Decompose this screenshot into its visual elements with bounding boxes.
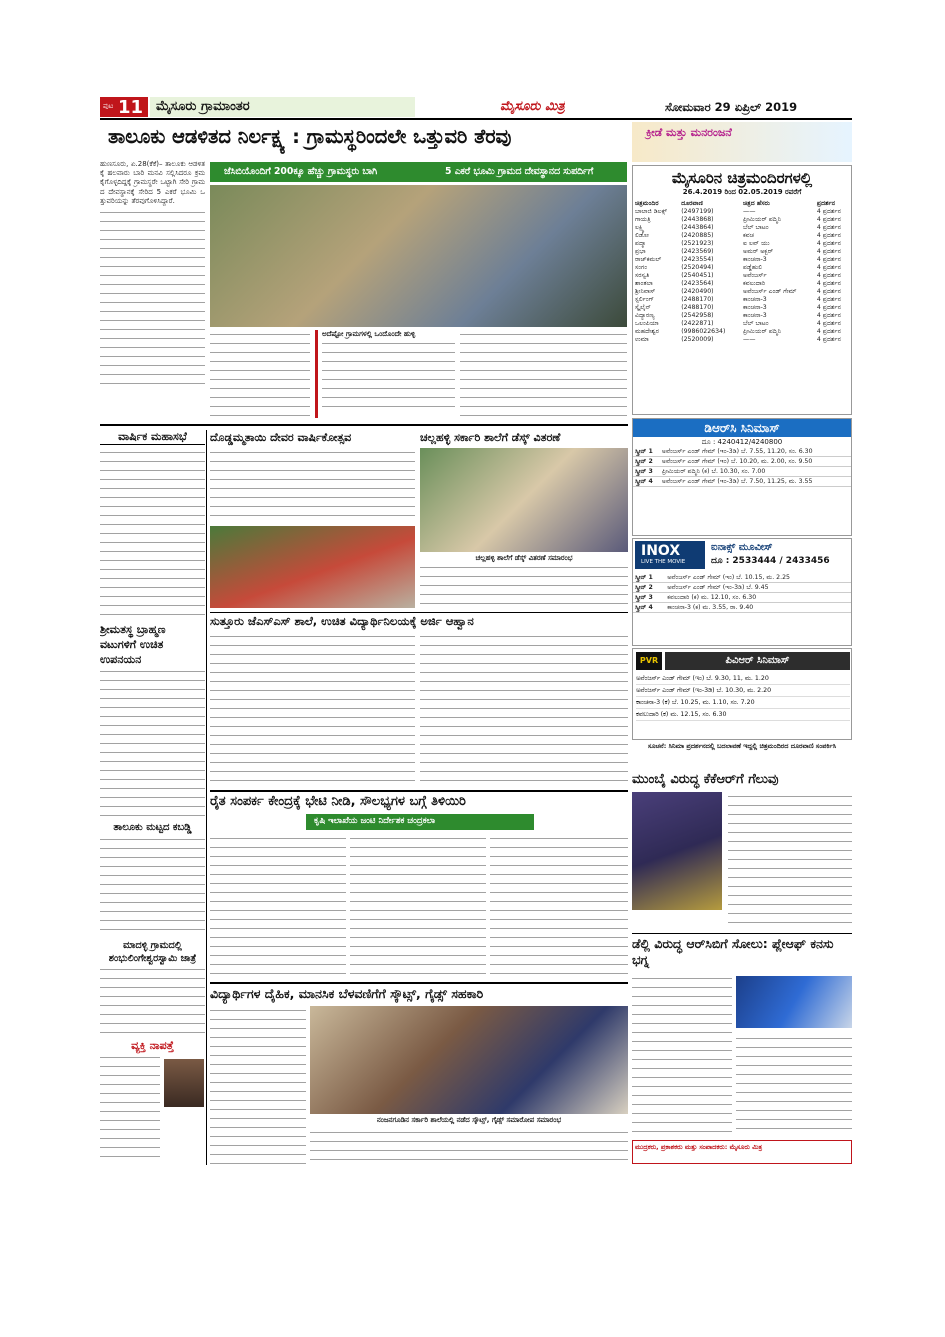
film-name: ಪ್ರೀಮಿಯರ್ ಪದ್ಮಿನಿ xyxy=(743,216,782,223)
rcb-headline: ಡೆಲ್ಲಿ ವಿರುದ್ಧ ಆರ್‌ಸಿಬಿಗೆ ಸೋಲು: ಪ್ಲೇಆಫ್ ಕನಸು ಭಗ್ನ xyxy=(632,936,834,967)
theatre-phone: (2423564) xyxy=(681,280,714,287)
page-label: ಪುಟ xyxy=(103,102,114,110)
cinema-table xyxy=(633,200,851,344)
show-count: 4 ಪ್ರದರ್ಶನ xyxy=(816,272,842,279)
lead-sub2: 5 ಎಕರೆ ಭೂಮಿ ಗ್ರಾಮದ ದೇವಸ್ಥಾನದ ಸುಪರ್ದಿಗೆ xyxy=(445,166,594,177)
screen-schedule: ಪ್ರೀಮಿಯರ್ ಪದ್ಮಿನಿ (ಕ) ಬೆ. 10.30, ಸಂ. 7.00 xyxy=(660,467,851,477)
festival-headline: ದೊಡ್ಡಮ್ಮತಾಯಿ ದೇವರ ವಾರ್ಷಿಕೋತ್ಸವ xyxy=(210,431,352,444)
screen-schedule: ಅವೆಂಜರ್ಸ್ ಎಂಡ್ ಗೇಮ್ (ಇಂ-3ಡಿ) ಬೆ. 9.45 xyxy=(665,583,852,593)
cinema-row xyxy=(633,264,851,272)
rcb-photo xyxy=(736,976,852,1028)
festival-story xyxy=(210,430,415,610)
col-left xyxy=(100,430,205,1165)
cinema-period: 26.4.2019 ರಿಂದ 02.05.2019 ರವರೆಗೆ xyxy=(682,188,802,196)
cinema-row xyxy=(633,336,851,344)
pvr-show: ಕಾಂಚನಾ-3 (ಕ) ಬೆ. 10.25, ಮ. 1.10, ಸಂ. 7.20 xyxy=(636,697,850,709)
theatre-name: ಲಕ್ಷ್ಮಿ xyxy=(635,224,645,231)
desk-caption: ಚಲ್ಲಹಳ್ಳಿ ಶಾಲೆಗೆ ಡೆಸ್ಕ್ ವಿತರಣೆ ಸಮಾರಂಭ xyxy=(475,554,573,562)
film-name: ಪಡ್ಡೆಹುಲಿ xyxy=(743,264,763,271)
film-name: ಅವೆಂಜರ್ಸ್ xyxy=(743,272,767,279)
lead-dateline: ಹುಣಸೂರು, ಏ.28(ಕೆಕೆ)– ತಾಲೂಕು ಆಡಳಿತಕ್ಕೆ ಹಲವಾರು ಬಾರಿ ಮನವಿ ಸಲ್ಲಿಸಿದರೂ ಕ್ರಮ ಕೈಗೊಳ್ಳದಿದ್ದಕ್ಕೆ ಗ್ರಾಮಸ್ಥರೇ ಒಟ್ಟಾಗಿ ಸೇರಿ ಗ್ರಾಮದ ದೇವಸ್ಥಾನಕ್ಕೆ ಸೇರಿದ 5 ಎಕರೆ ಭೂಮಿ ಒತ್ತುವರಿಯನ್ನು ತೆರವುಗೊಳಿಸಿದ್ದಾರೆ. xyxy=(100,160,205,205)
inox-table xyxy=(633,573,852,613)
lead-photo xyxy=(210,185,627,327)
theatre-name: ರಾಜ್‌ಕಮಲ್ xyxy=(635,256,662,263)
theatre-phone: (2420885) xyxy=(681,232,714,239)
theatre-name: ಸ್ಕೈಲೈನ್ xyxy=(635,304,651,311)
show-count: 4 ಪ್ರದರ್ಶನ xyxy=(816,288,842,295)
screen-schedule: ಅವೆಂಜರ್ಸ್ ಎಂಡ್ ಗೇಮ್ (ಇಂ-3ಡಿ) ಬೆ. 7.55, 11.20, ಸಂ. 6.30 xyxy=(660,447,851,457)
raita-subhead-text: ಕೃಷಿ ಇಲಾಖೆಯ ಜಂಟಿ ನಿರ್ದೇಶಕ ಚಂದ್ರಕಲಾ xyxy=(314,816,436,826)
show-count: 4 ಪ್ರದರ್ಶನ xyxy=(816,280,842,287)
lead-headline: ತಾಲೂಕು ಆಡಳಿತದ ನಿರ್ಲಕ್ಷ್ಯ : ಗ್ರಾಮಸ್ಥರಿಂದಲೇ ಒತ್ತುವರಿ ತೆರವು xyxy=(108,125,512,148)
cinema-note-text: ಸೂಚನೆ: ಸಿನಿಮಾ ಪ್ರದರ್ಶನದಲ್ಲಿ ಬದಲಾವಣೆ ಇದ್ದಲ್ಲಿ ಚಿತ್ರಮಂದಿರದ ದೂರವಾಣಿ ಸಂಪರ್ಕಿಸಿ xyxy=(647,742,837,750)
theatre-name: ವಿದ್ಯಾರಣ್ಯ xyxy=(635,312,655,319)
agm-headline: ವಾರ್ಷಿಕ ಮಹಾಸಭೆ xyxy=(100,430,205,445)
lead-body-col2 xyxy=(210,330,310,418)
pvr-show: ಅವೆಂಜರ್ಸ್ ಎಂಡ್ ಗೇಮ್ (ಇಂ) ಬೆ. 9.30, 11, ಮ. 1.20 xyxy=(636,673,850,685)
rcb-body-2 xyxy=(736,1034,852,1134)
cinema-row xyxy=(633,280,851,288)
lead-quote-box xyxy=(315,330,455,418)
cinema-row xyxy=(633,304,851,312)
film-name: ಐ ಲವ್ ಯು xyxy=(743,240,770,247)
screen-row xyxy=(633,583,852,593)
film-name: —— xyxy=(743,208,756,215)
cinema-row xyxy=(633,240,851,248)
screen-schedule: ಕವಲುದಾರಿ (ಕ) ಮ. 12.10, ಸಂ. 6.30 xyxy=(665,593,852,603)
theatre-name: ಲಿಡೋ xyxy=(635,232,649,239)
screen-label: ಸ್ಕ್ರೀನ್ 4 xyxy=(633,603,665,613)
cinema-row xyxy=(633,288,851,296)
theatre-phone: (2420490) xyxy=(681,288,714,295)
theatre-phone: (2520494) xyxy=(681,264,714,271)
screen-label: ಸ್ಕ್ರೀನ್ 3 xyxy=(633,467,660,477)
drc-title: ಡಿಆರ್‌ಸಿ ಸಿನಿಮಾಸ್ xyxy=(633,419,851,437)
film-name: ಬೆಲ್ ಬಾಟಂ xyxy=(743,320,769,327)
show-count: 4 ಪ್ರದರ್ಶನ xyxy=(816,240,842,247)
left-col-rule xyxy=(206,430,207,1165)
pvr-list xyxy=(636,673,850,721)
paper-name: ಮೈಸೂರು ಮಿತ್ರ xyxy=(500,99,565,114)
kkr-photo xyxy=(632,792,722,910)
screen-schedule: ಅವೆಂಜರ್ಸ್ ಎಂಡ್ ಗೇಮ್ (ಇಂ) ಬೆ. 10.15, ಮ. 2.25 xyxy=(665,573,852,583)
theatre-phone: (9986022634) xyxy=(681,328,726,335)
show-count: 4 ಪ್ರದರ್ಶನ xyxy=(816,248,842,255)
show-count: 4 ಪ್ರದರ್ಶನ xyxy=(816,296,842,303)
jatre-headline: ಮಾದಳ್ಳಿ ಗ್ರಾಮದಲ್ಲಿ ಶಂಭುಲಿಂಗೇಶ್ವರಸ್ವಾಮಿ ಜಾತ್ರೆ xyxy=(108,940,197,964)
raita-headline: ರೈತ ಸಂಪರ್ಕ ಕೇಂದ್ರಕ್ಕೆ ಭೇಟಿ ನೀಡಿ, ಸೌಲಭ್ಯಗಳ ಬಗ್ಗೆ ತಿಳಿಯಿರಿ xyxy=(210,790,628,812)
raita-subhead xyxy=(306,814,534,830)
screen-label: ಸ್ಕ್ರೀನ್ 3 xyxy=(633,593,665,603)
drc-table xyxy=(633,447,851,487)
screen-schedule: ಅವೆಂಜರ್ಸ್ ಎಂಡ್ ಗೇಮ್ (ಇಂ) ಬೆ. 10.20, ಮ. 2.00, ಸಂ. 9.50 xyxy=(660,457,851,467)
inox-logo xyxy=(635,541,705,569)
jss-story xyxy=(210,612,628,787)
show-count: 4 ಪ್ರದರ್ಶನ xyxy=(816,256,842,263)
masthead xyxy=(100,97,852,117)
inox-brand: INOX xyxy=(641,543,681,559)
screen-row xyxy=(633,447,851,457)
issue-date: ಸೋಮವಾರ 29 ಏಪ್ರಿಲ್ 2019 xyxy=(665,100,798,114)
film-name: ಕವಚ xyxy=(743,232,754,239)
theatre-name: ಸ್ಟರ್ಲಿಂಗ್ xyxy=(635,296,654,303)
upanayana-headline: ಶ್ರೀಮತಸ್ಥ ಬ್ರಾಹ್ಮಣ ವಟುಗಳಿಗೆ ಉಚಿತ ಉಪನಯನ xyxy=(100,623,166,666)
theatre-name: ಒಲಂಪಿಯಾ xyxy=(635,320,659,327)
cinema-row xyxy=(633,256,851,264)
cinema-row xyxy=(633,224,851,232)
theatre-name: ಉಮಾ xyxy=(635,336,649,343)
theatre-name: ಶಾಂತಲಾ xyxy=(635,280,653,287)
imprint-text: ಮುದ್ರಕರು, ಪ್ರಕಾಶಕರು ಮತ್ತು ಸಂಪಾದಕರು: ಮೈಸೂರು ಮಿತ್ರ xyxy=(635,1143,763,1151)
screen-label: ಸ್ಕ್ರೀನ್ 2 xyxy=(633,457,660,467)
film-name: ಕಾಂಚನಾ-3 xyxy=(743,304,767,311)
scouts-story xyxy=(210,982,628,1164)
theatre-phone: (2497199) xyxy=(681,208,714,215)
lead-body-col1 xyxy=(100,160,205,422)
drc-phone: ದೂ : 4240412/4240800 xyxy=(701,438,783,446)
cinema-row xyxy=(633,216,851,224)
show-count: 4 ಪ್ರದರ್ಶನ xyxy=(816,232,842,239)
inox-box xyxy=(632,538,852,646)
kkr-headline: ಮುಂಬೈ ವಿರುದ್ಧ ಕೆಕೆಆರ್‌ಗೆ ಗೆಲುವು xyxy=(632,772,779,787)
section-label: ಮೈಸೂರು ಗ್ರಾಮಾಂತರ xyxy=(156,99,250,114)
screen-row xyxy=(633,573,852,583)
imprint xyxy=(632,1140,852,1164)
festival-photo xyxy=(210,526,415,608)
cinema-row xyxy=(633,248,851,256)
lead-subhead-bar xyxy=(210,162,627,182)
film-name: ಕಾಂಚನಾ-3 xyxy=(743,312,767,319)
show-count: 4 ಪ್ರದರ್ಶನ xyxy=(816,328,842,335)
show-count: 4 ಪ್ರದರ್ಶನ xyxy=(816,264,842,271)
theatre-name: ಪ್ರಭಾ xyxy=(635,248,646,255)
masthead-rule xyxy=(100,118,852,120)
col-theatre: ಚಿತ್ರಮಂದಿರ xyxy=(635,200,659,207)
missing-headline: ವ್ಯಕ್ತಿ ನಾಪತ್ತೆ xyxy=(131,1039,174,1052)
lead-headline-box xyxy=(100,122,627,154)
show-count: 4 ಪ್ರದರ್ಶನ xyxy=(816,320,842,327)
scouts-headline: ವಿದ್ಯಾರ್ಥಿಗಳ ದೈಹಿಕ, ಮಾನಸಿಕ ಬೆಳವಣಿಗೆಗೆ ಸ್ಕೌಟ್ಸ್, ಗೈಡ್ಸ್ ಸಹಕಾರಿ xyxy=(210,982,628,1004)
theatre-name: ಶ್ರೀನಿವಾಸ್ xyxy=(635,288,656,295)
inox-tagline: LIVE THE MOVIE xyxy=(641,559,686,565)
cinema-row xyxy=(633,312,851,320)
drc-box xyxy=(632,418,852,536)
pvr-show: ಅವೆಂಜರ್ಸ್ ಎಂಡ್ ಗೇಮ್ (ಇಂ-3ಡಿ) ಬೆ. 10.30, ಮ. 2.20 xyxy=(636,685,850,697)
jss-headline: ಸುತ್ತೂರು ಜೆಎಸ್‌ಎಸ್ ಶಾಲೆ, ಉಚಿತ ವಿದ್ಯಾರ್ಥಿನಿಲಯಕ್ಕೆ ಅರ್ಜಿ ಆಹ್ವಾನ xyxy=(210,612,628,629)
lead-body-col3 xyxy=(460,330,627,418)
film-name: ಬೆಲ್ ಬಾಟಂ xyxy=(743,224,769,231)
screen-row xyxy=(633,477,851,487)
theatre-phone: (2542958) xyxy=(681,312,714,319)
theatre-name: ಗಾಯತ್ರಿ xyxy=(635,216,651,223)
screen-schedule: ಅವೆಂಜರ್ಸ್ ಎಂಡ್ ಗೇಮ್ (ಇಂ-3ಡಿ) ಬೆ. 7.50, 11.25, ಮ. 3.55 xyxy=(660,477,851,487)
kabaddi-headline: ತಾಲೂಕು ಮಟ್ಟದ ಕಬಡ್ಡಿ xyxy=(113,822,192,833)
pvr-box xyxy=(632,648,852,740)
sports-rule xyxy=(632,933,852,934)
desk-headline: ಚಲ್ಲಹಳ್ಳಿ ಸರ್ಕಾರಿ ಶಾಲೆಗೆ ಡೆಸ್ಕ್ ವಿತರಣೆ xyxy=(420,431,561,444)
cinema-row xyxy=(633,272,851,280)
cinema-note xyxy=(632,742,852,768)
lead-sub1: ಜೆಸಿಬಿಯೊಂದಿಗೆ 200ಕ್ಕೂ ಹೆಚ್ಚು ಗ್ರಾಮಸ್ಥರು ಬಾಗಿ xyxy=(224,166,378,177)
screen-row xyxy=(633,467,851,477)
theatre-phone: (2422871) xyxy=(681,320,714,327)
screen-row xyxy=(633,457,851,467)
film-name: ಪ್ರೀಮಿಯರ್ ಪದ್ಮಿನಿ xyxy=(743,328,782,335)
section-title xyxy=(150,97,415,117)
show-count: 4 ಪ್ರದರ್ಶನ xyxy=(816,224,842,231)
pvr-logo: PVR xyxy=(636,652,662,670)
sports-banner-label: ಕ್ರೀಡೆ ಮತ್ತು ಮನರಂಜನೆ xyxy=(646,126,732,139)
theatre-phone: (2488170) xyxy=(681,304,714,311)
film-name: ಕವಲುದಾರಿ xyxy=(743,280,766,287)
theatre-name: ಪದ್ಮಾ xyxy=(635,240,646,247)
theatre-name: ಮಹದೇಶ್ವರ xyxy=(635,328,659,335)
page-number: 11 xyxy=(118,97,144,117)
theatre-name: ಬಾಲಾಜಿ ಡಿಲಕ್ಸ್ xyxy=(635,208,668,215)
film-name: ಕಾಂಚನಾ-3 xyxy=(743,256,767,263)
page-number-box xyxy=(100,97,148,117)
cinema-row xyxy=(633,328,851,336)
pvr-show: ಕವಲುದಾರಿ (ಕ) ಮ. 12.15, ಸಂ. 6.30 xyxy=(636,709,850,721)
sports-banner xyxy=(632,122,852,162)
inox-title: ಐನಾಕ್ಸ್ ಮೂವೀಸ್ xyxy=(711,542,773,553)
rcb-story xyxy=(632,936,852,1136)
theatre-phone: (2521923) xyxy=(681,240,714,247)
cinema-row xyxy=(633,296,851,304)
theatre-phone: (2540451) xyxy=(681,272,714,279)
show-count: 4 ಪ್ರದರ್ಶನ xyxy=(816,312,842,319)
desk-photo xyxy=(420,448,628,552)
kkr-story xyxy=(632,772,852,932)
col-phone: ದೂರವಾಣಿ xyxy=(681,200,703,207)
film-name: ಕಾಂಚನಾ-3 xyxy=(743,296,767,303)
screen-schedule: ಕಾಂಚನಾ-3 (ಕ) ಮ. 3.55, ರಾ. 9.40 xyxy=(665,603,852,613)
theatre-name: ಸರಸ್ವತಿ xyxy=(635,272,650,279)
col-shows: ಪ್ರದರ್ಶನ xyxy=(816,200,836,207)
theatre-name: ಸಂಗಂ xyxy=(635,264,648,271)
screen-row xyxy=(633,603,852,613)
desk-story xyxy=(420,430,628,610)
lead-rule xyxy=(100,424,628,426)
cinema-title: ಮೈಸೂರಿನ ಚಿತ್ರಮಂದಿರಗಳಲ್ಲಿ xyxy=(671,169,813,187)
theatre-phone: (2488170) xyxy=(681,296,714,303)
screen-label: ಸ್ಕ್ರೀನ್ 1 xyxy=(633,573,665,583)
theatre-phone: (2520009) xyxy=(681,336,714,343)
show-count: 4 ಪ್ರದರ್ಶನ xyxy=(816,336,842,343)
scouts-photo xyxy=(310,1006,628,1114)
pvr-title: ಪಿವಿಆರ್ ಸಿನಿಮಾಸ್ xyxy=(665,652,850,670)
screen-label: ಸ್ಕ್ರೀನ್ 1 xyxy=(633,447,660,457)
inox-phone: ದೂ : 2533444 / 2433456 xyxy=(711,556,830,566)
cinema-row xyxy=(633,232,851,240)
film-name: —— xyxy=(743,336,756,343)
theatre-phone: (2423569) xyxy=(681,248,714,255)
scouts-caption: ನಂಜನಗೂಡಿನ ಸರ್ಕಾರಿ ಶಾಲೆಯಲ್ಲಿ ನಡೆದ ಸ್ಕೌಟ್ಸ್, ಗೈಡ್ಸ್ ಸಮಾರೋಪ ಸಮಾರಂಭ xyxy=(376,1116,562,1124)
missing-person-photo xyxy=(164,1059,204,1107)
screen-row xyxy=(633,593,852,603)
screen-label: ಸ್ಕ್ರೀನ್ 4 xyxy=(633,477,660,487)
show-count: 4 ಪ್ರದರ್ಶನ xyxy=(816,304,842,311)
film-name: ಅಮರ್ ಅಕ್ಬರ್ xyxy=(743,248,774,255)
lead-quote: ಅದೆಷ್ಟೋ ಗ್ರಾಮಗಳಲ್ಲಿ ಒಂದೊಂದೇ ಹುಳ್ಳಿ xyxy=(322,330,416,338)
theatre-phone: (2443864) xyxy=(681,224,714,231)
film-name: ಅವೆಂಜರ್ಸ್ ಎಂಡ್ ಗೇಮ್ xyxy=(743,288,797,295)
show-count: 4 ಪ್ರದರ್ಶನ xyxy=(816,208,842,215)
cinema-row xyxy=(633,208,851,216)
col-film: ಚಿತ್ರದ ಹೆಸರು xyxy=(743,200,770,207)
cinema-row xyxy=(633,320,851,328)
screen-label: ಸ್ಕ್ರೀನ್ 2 xyxy=(633,583,665,593)
raita-story xyxy=(210,790,628,980)
kkr-body xyxy=(728,792,852,930)
cinema-box xyxy=(632,165,852,415)
show-count: 4 ಪ್ರದರ್ಶನ xyxy=(816,216,842,223)
theatre-phone: (2443868) xyxy=(681,216,714,223)
rcb-body-1 xyxy=(632,974,732,1134)
theatre-phone: (2423554) xyxy=(681,256,714,263)
